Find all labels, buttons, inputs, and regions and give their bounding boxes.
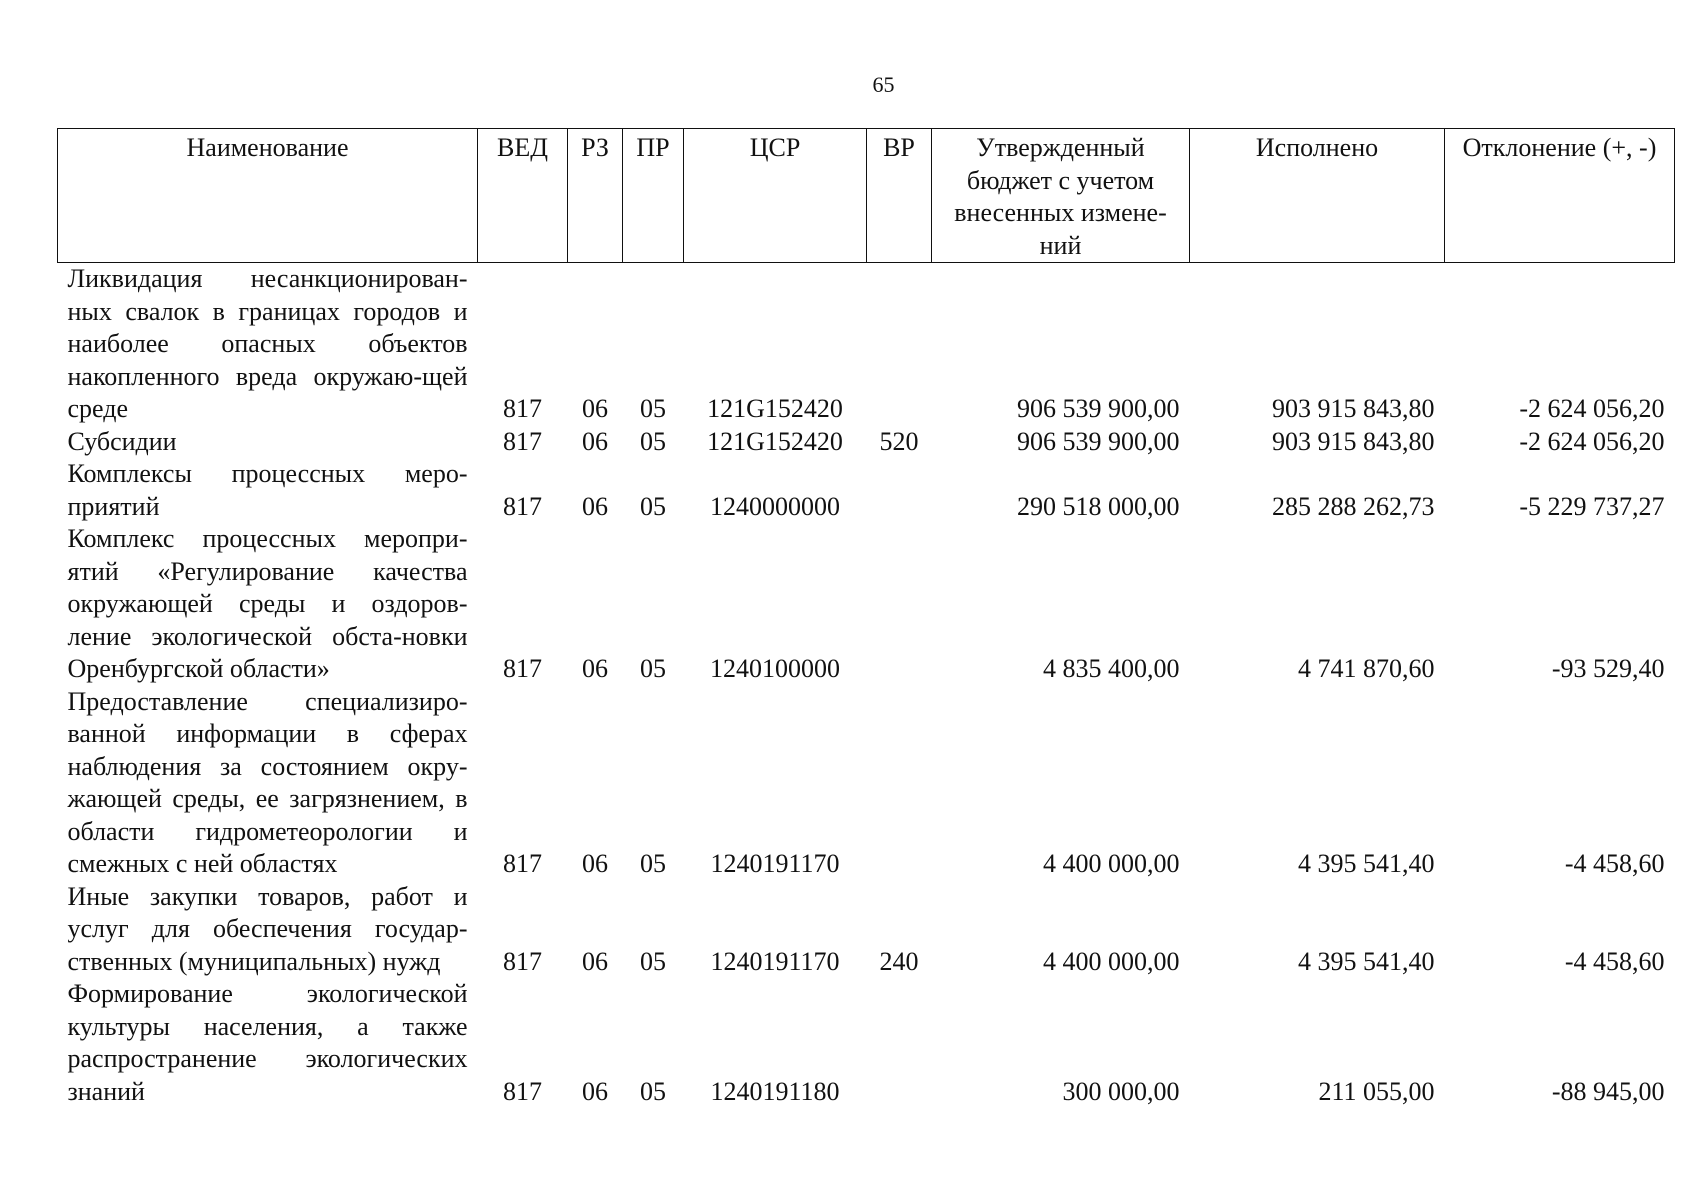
row-name: Субсидии (67, 426, 177, 456)
row-rz: 06 (582, 426, 608, 456)
header-ved: ВЕД (478, 129, 568, 263)
header-rz: РЗ (568, 129, 623, 263)
row-csr: 121G152420 (707, 426, 843, 456)
row-vr: 520 (879, 426, 919, 456)
row-pr: 05 (640, 426, 666, 456)
row-vr (867, 458, 932, 523)
row-deviation: -88 945,00 (1551, 1076, 1665, 1106)
row-vr: 240 (879, 946, 919, 976)
header-pr: ПР (623, 129, 684, 263)
row-name: Комплексы процессных меро-приятий (67, 459, 468, 521)
row-executed: 4 395 541,40 (1298, 849, 1435, 878)
table-row (58, 458, 1675, 523)
row-csr: 1240191180 (710, 1076, 840, 1106)
row-name: Предоставление специализиро-ванной информации в сферах наблюдения за состоянием окру-жающей среды, ее загрязнением, в области гидрометеорологии и смежных с ней областях (67, 686, 468, 878)
row-pr: 05 (640, 946, 666, 976)
row-name: Ликвидация несанкционирован-ных свалок в границах городов и наиболее опасных объектов накопленного вреда окружаю-щей среде (67, 264, 468, 423)
row-ved: 817 (503, 1076, 542, 1106)
row-deviation: -93 529,40 (1551, 654, 1665, 683)
row-ved: 817 (503, 849, 542, 878)
row-approved: 290 518 000,00 (1017, 491, 1180, 521)
row-deviation: -2 624 056,20 (1519, 394, 1665, 423)
row-pr: 05 (640, 1076, 666, 1106)
row-executed: 903 915 843,80 (1272, 426, 1435, 456)
row-executed: 903 915 843,80 (1272, 394, 1435, 423)
row-rz: 06 (582, 394, 608, 423)
row-executed: 285 288 262,73 (1272, 491, 1435, 521)
row-approved: 906 539 900,00 (1017, 394, 1180, 423)
table-row (58, 978, 1675, 1108)
row-name: Иные закупки товаров, работ и услуг для обеспечения государ-ственных (муниципальных) нужд (67, 881, 468, 976)
row-ved: 817 (503, 491, 542, 521)
row-executed: 4 395 541,40 (1298, 946, 1435, 976)
row-approved: 906 539 900,00 (1017, 426, 1180, 456)
row-name: Комплекс процессных меропри-ятий «Регулирование качества окружающей среды и оздоров-ление экологической обста-новки Оренбургской области» (67, 524, 468, 683)
row-csr: 1240100000 (710, 654, 840, 683)
row-rz: 06 (582, 946, 608, 976)
row-name: Формирование экологической культуры населения, а также распространение экологических знаний (67, 979, 468, 1106)
row-deviation: -5 229 737,27 (1519, 491, 1665, 521)
header-executed: Исполнено (1190, 129, 1445, 263)
budget-execution-table (57, 128, 1675, 1108)
table-row (58, 881, 1675, 979)
table-body (58, 263, 1675, 1109)
row-ved: 817 (503, 654, 542, 683)
row-ved: 817 (503, 946, 542, 976)
row-rz: 06 (582, 849, 608, 878)
table-row (58, 686, 1675, 881)
row-approved: 4 400 000,00 (1043, 946, 1180, 976)
header-name: Наименование (58, 129, 478, 263)
header-csr: ЦСР (684, 129, 867, 263)
row-pr: 05 (640, 491, 666, 521)
row-approved: 300 000,00 (1062, 1076, 1180, 1106)
row-ved: 817 (503, 394, 542, 423)
row-deviation: -4 458,60 (1564, 946, 1665, 976)
header-vr: ВР (867, 129, 932, 263)
header-approved: Утвержденный бюджет с учетом внесенных измене-ний (932, 129, 1190, 263)
page-number: 65 (872, 72, 895, 97)
row-vr (867, 263, 932, 426)
table-header-row (58, 129, 1675, 263)
row-ved: 817 (503, 426, 542, 456)
row-pr: 05 (640, 654, 666, 683)
table-row (58, 263, 1675, 426)
row-pr: 05 (640, 394, 666, 423)
row-csr: 1240191170 (710, 946, 840, 976)
row-pr: 05 (640, 849, 666, 878)
row-approved: 4 835 400,00 (1043, 654, 1180, 683)
row-rz: 06 (582, 654, 608, 683)
row-rz: 06 (582, 491, 608, 521)
row-approved: 4 400 000,00 (1043, 849, 1180, 878)
header-deviation: Отклонение (+, -) (1445, 129, 1675, 263)
table-row (58, 523, 1675, 686)
row-deviation: -4 458,60 (1564, 849, 1665, 878)
row-executed: 4 741 870,60 (1298, 654, 1435, 683)
row-deviation: -2 624 056,20 (1519, 426, 1665, 456)
row-rz: 06 (582, 1076, 608, 1106)
row-vr (867, 523, 932, 686)
row-vr (867, 978, 932, 1108)
row-csr: 1240000000 (710, 491, 840, 521)
row-csr: 121G152420 (707, 394, 843, 423)
row-executed: 211 055,00 (1318, 1076, 1435, 1106)
table-row (58, 426, 1675, 459)
row-csr: 1240191170 (710, 849, 840, 878)
row-vr (867, 686, 932, 881)
